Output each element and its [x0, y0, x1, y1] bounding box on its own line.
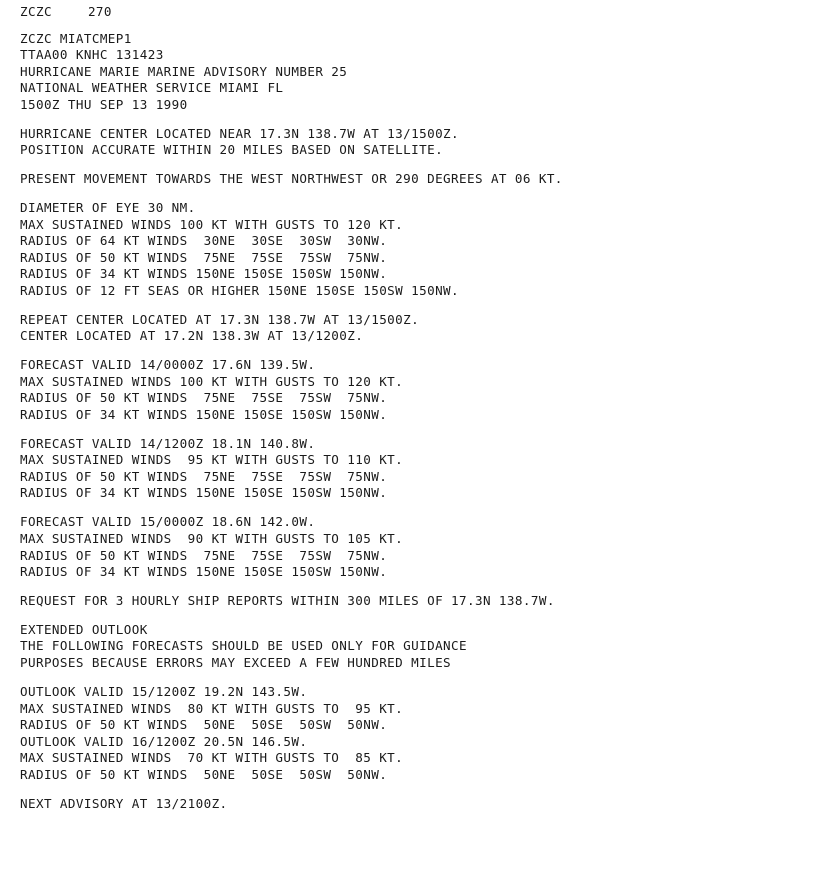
text-line: RADIUS OF 64 KT WINDS 30NE 30SE 30SW 30NW. — [20, 233, 388, 249]
text-line: FORECAST VALID 15/0000Z 18.6N 142.0W. — [20, 514, 316, 530]
text-line: NEXT ADVISORY AT 13/2100Z. — [20, 795, 228, 811]
text-line: RADIUS OF 50 KT WINDS 75NE 75SE 75SW 75NW. — [20, 390, 388, 406]
marine-advisory-document — [20, 4, 810, 812]
text-line: NATIONAL WEATHER SERVICE MIAMI FL — [20, 80, 284, 96]
transmission-code: ZCZC — [20, 4, 52, 19]
advisory-body — [20, 31, 810, 813]
text-line: MAX SUSTAINED WINDS 90 KT WITH GUSTS TO 105 KT. — [20, 530, 404, 546]
text-line: POSITION ACCURATE WITHIN 20 MILES BASED ON SATELLITE. — [20, 142, 444, 158]
text-line: MAX SUSTAINED WINDS 95 KT WITH GUSTS TO 110 KT. — [20, 452, 404, 468]
text-line: THE FOLLOWING FORECASTS SHOULD BE USED ONLY FOR GUIDANCE — [20, 638, 467, 654]
repeat-center-paragraph — [20, 312, 810, 345]
ship-reports-request-paragraph — [20, 593, 810, 610]
text-line: MAX SUSTAINED WINDS 70 KT WITH GUSTS TO 85 KT. — [20, 750, 404, 766]
present-movement-paragraph — [20, 171, 810, 188]
text-line: ZCZC MIATCMEP1 — [20, 30, 132, 46]
text-line: MAX SUSTAINED WINDS 100 KT WITH GUSTS TO 120 KT. — [20, 216, 404, 232]
text-line: FORECAST VALID 14/1200Z 18.1N 140.8W. — [20, 435, 316, 451]
forecast-14-1200z-paragraph — [20, 436, 810, 502]
text-line: TTAA00 KNHC 131423 — [20, 47, 164, 63]
text-line: HURRICANE MARIE MARINE ADVISORY NUMBER 25 — [20, 63, 348, 79]
transmission-number: 270 — [87, 4, 112, 19]
outlook-valid-paragraph — [20, 684, 810, 783]
text-line: RADIUS OF 50 KT WINDS 50NE 50SE 50SW 50NW. — [20, 766, 388, 782]
transmission-header — [20, 4, 810, 21]
text-line: RADIUS OF 12 FT SEAS OR HIGHER 150NE 150SE 150SW 150NW. — [20, 282, 460, 298]
text-line: MAX SUSTAINED WINDS 80 KT WITH GUSTS TO 95 KT. — [20, 700, 404, 716]
text-line: MAX SUSTAINED WINDS 100 KT WITH GUSTS TO 120 KT. — [20, 373, 404, 389]
text-line: OUTLOOK VALID 16/1200Z 20.5N 146.5W. — [20, 733, 308, 749]
text-line: RADIUS OF 34 KT WINDS 150NE 150SE 150SW 150NW. — [20, 266, 388, 282]
text-line: RADIUS OF 50 KT WINDS 75NE 75SE 75SW 75NW. — [20, 468, 388, 484]
center-location-paragraph — [20, 126, 810, 159]
text-line: RADIUS OF 50 KT WINDS 75NE 75SE 75SW 75NW. — [20, 547, 388, 563]
text-line: FORECAST VALID 14/0000Z 17.6N 139.5W. — [20, 357, 316, 373]
text-line: RADIUS OF 34 KT WINDS 150NE 150SE 150SW 150NW. — [20, 564, 388, 580]
text-line: REQUEST FOR 3 HOURLY SHIP REPORTS WITHIN 300 MILES OF 17.3N 138.7W. — [20, 592, 555, 608]
text-line: CENTER LOCATED AT 17.2N 138.3W AT 13/1200Z. — [20, 328, 364, 344]
text-line: RADIUS OF 50 KT WINDS 50NE 50SE 50SW 50NW. — [20, 717, 388, 733]
forecast-15-0000z-paragraph — [20, 514, 810, 580]
text-line: DIAMETER OF EYE 30 NM. — [20, 200, 196, 216]
text-line: RADIUS OF 34 KT WINDS 150NE 150SE 150SW 150NW. — [20, 406, 388, 422]
text-line: EXTENDED OUTLOOK — [20, 621, 148, 637]
text-line: 1500Z THU SEP 13 1990 — [20, 96, 188, 112]
text-line: OUTLOOK VALID 15/1200Z 19.2N 143.5W. — [20, 683, 308, 699]
text-line: RADIUS OF 34 KT WINDS 150NE 150SE 150SW 150NW. — [20, 485, 388, 501]
text-line: PRESENT MOVEMENT TOWARDS THE WEST NORTHWEST OR 290 DEGREES AT 06 KT. — [20, 171, 563, 187]
text-line: RADIUS OF 50 KT WINDS 75NE 75SE 75SW 75NW. — [20, 249, 388, 265]
text-line: REPEAT CENTER LOCATED AT 17.3N 138.7W AT 13/1500Z. — [20, 311, 420, 327]
next-advisory-paragraph — [20, 796, 810, 813]
extended-outlook-paragraph — [20, 622, 810, 672]
current-conditions-paragraph — [20, 200, 810, 299]
text-line: PURPOSES BECAUSE ERRORS MAY EXCEED A FEW HUNDRED MILES — [20, 655, 452, 671]
header-block-paragraph — [20, 31, 810, 114]
text-line: HURRICANE CENTER LOCATED NEAR 17.3N 138.7W AT 13/1500Z. — [20, 125, 460, 141]
forecast-14-0000z-paragraph — [20, 357, 810, 423]
